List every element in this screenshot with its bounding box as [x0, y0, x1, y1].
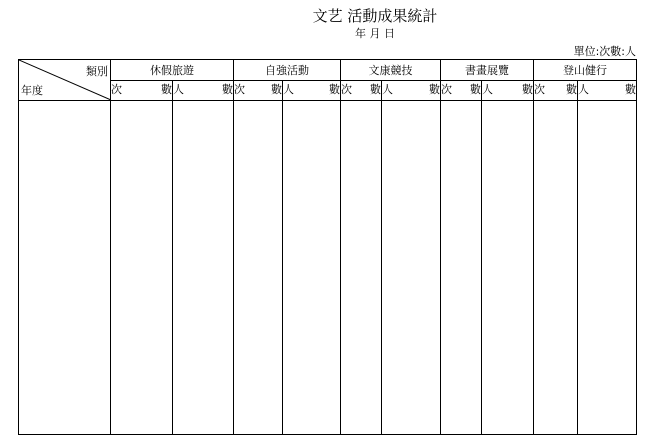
data-cell [482, 101, 534, 435]
subheader-cell: 人 數 [482, 80, 534, 101]
subheader-cell: 人 數 [173, 80, 234, 101]
group-header: 書畫展覽 [441, 60, 534, 81]
date-line: 年 月 日 [355, 27, 395, 40]
category-label: 類別 [86, 65, 108, 78]
subheader-cell: 次 數 [111, 80, 173, 101]
year-cell [19, 101, 111, 435]
group-header: 登山健行 [534, 60, 637, 81]
data-cell [341, 101, 382, 435]
statistics-table [18, 59, 637, 435]
data-cell [441, 101, 482, 435]
unit-label: 單位:次數:人 [573, 45, 636, 58]
subheader-cell: 次 數 [234, 80, 283, 101]
data-cell [283, 101, 341, 435]
corner-header-cell [19, 60, 111, 101]
subheader-cell: 人 數 [382, 80, 441, 101]
subheader-cell: 次 數 [441, 80, 482, 101]
group-header: 自強活動 [234, 60, 341, 81]
page-title: 文艺 活動成果統計 [312, 7, 438, 25]
data-cell [173, 101, 234, 435]
subheader-cell: 次 數 [534, 80, 578, 101]
data-cell [534, 101, 578, 435]
group-header: 休假旅遊 [111, 60, 234, 81]
data-cell [578, 101, 637, 435]
year-label: 年度 [21, 84, 43, 97]
data-cell [382, 101, 441, 435]
subheader-cell: 人 數 [283, 80, 341, 101]
data-cell [111, 101, 173, 435]
data-cell [234, 101, 283, 435]
group-header: 文康競技 [341, 60, 441, 81]
subheader-cell: 人 數 [578, 80, 637, 101]
subheader-cell: 次 數 [341, 80, 382, 101]
